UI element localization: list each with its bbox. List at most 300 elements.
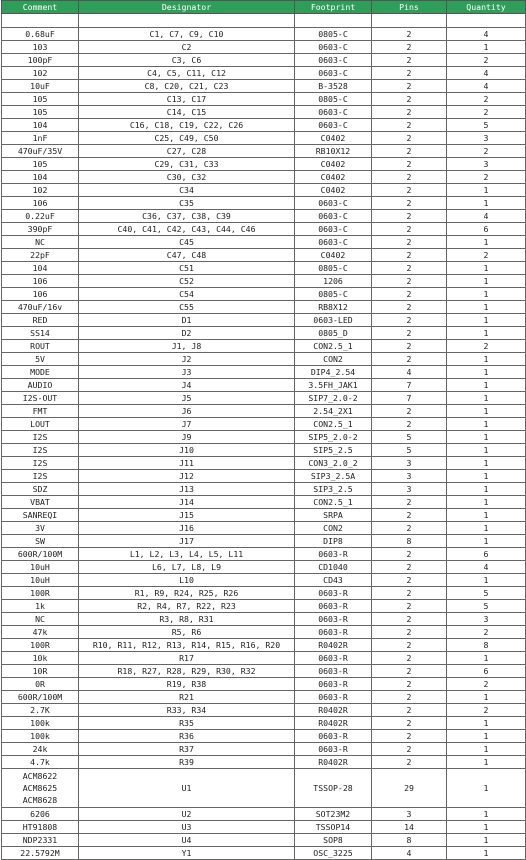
comment-cell: 5V: [2, 353, 79, 366]
table-body: [2, 14, 526, 860]
pins-cell: 8: [372, 834, 447, 847]
designator-cell: R21: [79, 691, 295, 704]
designator-cell: C29, C31, C33: [79, 158, 295, 171]
quantity-cell: 1: [447, 769, 526, 808]
table-row: [2, 769, 526, 808]
designator-cell: J9: [79, 431, 295, 444]
designator-cell: D1: [79, 314, 295, 327]
comment-cell: LOUT: [2, 418, 79, 431]
pins-cell: 2: [372, 613, 447, 626]
table-row: [2, 756, 526, 769]
comment-cell: 100pF: [2, 54, 79, 67]
designator-cell: R17: [79, 652, 295, 665]
pins-cell: 2: [372, 249, 447, 262]
comment-cell: 104: [2, 171, 79, 184]
designator-cell: C40, C41, C42, C43, C44, C46: [79, 223, 295, 236]
footprint-cell: 3.5FH_JAK1: [295, 379, 372, 392]
pins-cell: 2: [372, 54, 447, 67]
table-row: [2, 132, 526, 145]
comment-cell: SANREQI: [2, 509, 79, 522]
table-row: [2, 418, 526, 431]
quantity-cell: 2: [447, 93, 526, 106]
designator-cell: J14: [79, 496, 295, 509]
quantity-cell: 2: [447, 145, 526, 158]
pins-cell: 3: [372, 483, 447, 496]
comment-cell: 100k: [2, 730, 79, 743]
table-row: [2, 743, 526, 756]
table-row: [2, 587, 526, 600]
quantity-cell: 1: [447, 522, 526, 535]
col-comment: Comment: [2, 1, 79, 14]
designator-cell: U1: [79, 769, 295, 808]
comment-cell: [2, 14, 79, 28]
designator-cell: C25, C49, C50: [79, 132, 295, 145]
footprint-cell: CON2: [295, 522, 372, 535]
pins-cell: 2: [372, 119, 447, 132]
comment-cell: 100R: [2, 587, 79, 600]
quantity-cell: 1: [447, 405, 526, 418]
designator-cell: R10, R11, R12, R13, R14, R15, R16, R20: [79, 639, 295, 652]
comment-cell: AUDIO: [2, 379, 79, 392]
comment-cell: VBAT: [2, 496, 79, 509]
table-row: [2, 509, 526, 522]
table-row: [2, 678, 526, 691]
designator-cell: U3: [79, 821, 295, 834]
footprint-cell: CD1040: [295, 561, 372, 574]
designator-cell: C45: [79, 236, 295, 249]
quantity-cell: 1: [447, 535, 526, 548]
footprint-cell: 0603-C: [295, 67, 372, 80]
quantity-cell: 1: [447, 431, 526, 444]
footprint-cell: 2.54_2X1: [295, 405, 372, 418]
designator-cell: L6, L7, L8, L9: [79, 561, 295, 574]
quantity-cell: 1: [447, 509, 526, 522]
pins-cell: 2: [372, 704, 447, 717]
pins-cell: 3: [372, 470, 447, 483]
designator-cell: J10: [79, 444, 295, 457]
footprint-cell: 0603-C: [295, 223, 372, 236]
pins-cell: 2: [372, 223, 447, 236]
footprint-cell: C0402: [295, 158, 372, 171]
quantity-cell: 1: [447, 288, 526, 301]
pins-cell: 2: [372, 717, 447, 730]
designator-cell: J15: [79, 509, 295, 522]
table-row: [2, 652, 526, 665]
comment-cell: 106: [2, 197, 79, 210]
designator-cell: C54: [79, 288, 295, 301]
table-row: [2, 405, 526, 418]
pins-cell: 2: [372, 67, 447, 80]
table-row: [2, 353, 526, 366]
comment-cell: 0.22uF: [2, 210, 79, 223]
pins-cell: 2: [372, 158, 447, 171]
footprint-cell: 0603-R: [295, 652, 372, 665]
quantity-cell: 1: [447, 379, 526, 392]
comment-cell: HT91808: [2, 821, 79, 834]
pins-cell: 14: [372, 821, 447, 834]
comment-cell: SS14: [2, 327, 79, 340]
quantity-cell: 1: [447, 821, 526, 834]
bom-table: [1, 0, 526, 860]
quantity-cell: 1: [447, 275, 526, 288]
pins-cell: 2: [372, 522, 447, 535]
table-row: [2, 197, 526, 210]
footprint-cell: CON2.5_1: [295, 496, 372, 509]
designator-cell: C34: [79, 184, 295, 197]
designator-cell: D2: [79, 327, 295, 340]
comment-cell: NDP2331: [2, 834, 79, 847]
designator-cell: Y1: [79, 847, 295, 860]
designator-cell: [79, 14, 295, 28]
designator-cell: J3: [79, 366, 295, 379]
pins-cell: 7: [372, 379, 447, 392]
footprint-cell: 0603-C: [295, 54, 372, 67]
table-row: [2, 821, 526, 834]
comment-cell: MODE: [2, 366, 79, 379]
designator-cell: R3, R8, R31: [79, 613, 295, 626]
pins-cell: 2: [372, 132, 447, 145]
designator-cell: C52: [79, 275, 295, 288]
pins-cell: 8: [372, 535, 447, 548]
comment-cell: 3V: [2, 522, 79, 535]
designator-cell: C3, C6: [79, 54, 295, 67]
quantity-cell: 1: [447, 366, 526, 379]
pins-cell: 29: [372, 769, 447, 808]
footprint-cell: SIP5_2.0-2: [295, 431, 372, 444]
comment-cell: SDZ: [2, 483, 79, 496]
comment-cell: SW: [2, 535, 79, 548]
designator-cell: L1, L2, L3, L4, L5, L11: [79, 548, 295, 561]
comment-cell: 100R: [2, 639, 79, 652]
designator-cell: J17: [79, 535, 295, 548]
pins-cell: 2: [372, 626, 447, 639]
designator-cell: C13, C17: [79, 93, 295, 106]
pins-cell: 2: [372, 691, 447, 704]
pins-cell: 2: [372, 756, 447, 769]
table-row: [2, 847, 526, 860]
footprint-cell: R0402R: [295, 704, 372, 717]
table-row: [2, 691, 526, 704]
table-row: [2, 288, 526, 301]
table-row: [2, 574, 526, 587]
designator-cell: J13: [79, 483, 295, 496]
quantity-cell: 2: [447, 249, 526, 262]
footprint-cell: RB10X12: [295, 145, 372, 158]
pins-cell: 2: [372, 652, 447, 665]
designator-cell: C4, C5, C11, C12: [79, 67, 295, 80]
table-row: [2, 236, 526, 249]
table-row: [2, 522, 526, 535]
quantity-cell: 1: [447, 847, 526, 860]
quantity-cell: 2: [447, 340, 526, 353]
designator-cell: J11: [79, 457, 295, 470]
designator-cell: J5: [79, 392, 295, 405]
pins-cell: 2: [372, 210, 447, 223]
designator-cell: R37: [79, 743, 295, 756]
designator-cell: U4: [79, 834, 295, 847]
designator-cell: C2: [79, 41, 295, 54]
comment-cell: 10uH: [2, 574, 79, 587]
quantity-cell: 1: [447, 262, 526, 275]
quantity-cell: 1: [447, 483, 526, 496]
footprint-cell: CON2.5_1: [295, 418, 372, 431]
table-row: [2, 665, 526, 678]
footprint-cell: R0402R: [295, 756, 372, 769]
footprint-cell: 0603-LED: [295, 314, 372, 327]
footprint-cell: 0603-R: [295, 665, 372, 678]
comment-cell: 6206: [2, 808, 79, 821]
footprint-cell: SIP5_2.5: [295, 444, 372, 457]
quantity-cell: 1: [447, 808, 526, 821]
comment-cell: 105: [2, 106, 79, 119]
footprint-cell: 0603-C: [295, 197, 372, 210]
header-row: [2, 1, 526, 14]
table-row: [2, 262, 526, 275]
pins-cell: 2: [372, 275, 447, 288]
comment-cell: 22pF: [2, 249, 79, 262]
pins-cell: 4: [372, 847, 447, 860]
quantity-cell: 4: [447, 561, 526, 574]
pins-cell: 2: [372, 353, 447, 366]
footprint-cell: 0603-C: [295, 210, 372, 223]
pins-cell: 2: [372, 418, 447, 431]
pins-cell: 3: [372, 808, 447, 821]
table-row: [2, 93, 526, 106]
comment-cell: 2.7K: [2, 704, 79, 717]
pins-cell: 2: [372, 184, 447, 197]
pins-cell: 2: [372, 548, 447, 561]
comment-cell: 105: [2, 93, 79, 106]
pins-cell: 2: [372, 730, 447, 743]
table-row: [2, 171, 526, 184]
designator-cell: R33, R34: [79, 704, 295, 717]
quantity-cell: 2: [447, 678, 526, 691]
footprint-cell: CD43: [295, 574, 372, 587]
quantity-cell: 6: [447, 665, 526, 678]
designator-cell: R36: [79, 730, 295, 743]
comment-cell: 470uF/16v: [2, 301, 79, 314]
quantity-cell: 2: [447, 626, 526, 639]
table-row: [2, 483, 526, 496]
pins-cell: 2: [372, 106, 447, 119]
footprint-cell: B-3528: [295, 80, 372, 93]
quantity-cell: 1: [447, 41, 526, 54]
comment-cell: I2S: [2, 457, 79, 470]
designator-cell: C51: [79, 262, 295, 275]
comment-cell: I2S: [2, 444, 79, 457]
comment-cell: ROUT: [2, 340, 79, 353]
table-row: [2, 808, 526, 821]
pins-cell: 2: [372, 93, 447, 106]
comment-cell: NC: [2, 236, 79, 249]
table-row: [2, 210, 526, 223]
comment-cell: RED: [2, 314, 79, 327]
table-row: [2, 444, 526, 457]
designator-cell: R5, R6: [79, 626, 295, 639]
footprint-cell: 0603-C: [295, 236, 372, 249]
footprint-cell: 0805-C: [295, 288, 372, 301]
table-row: [2, 431, 526, 444]
quantity-cell: 3: [447, 132, 526, 145]
col-designator: Designator: [79, 1, 295, 14]
comment-cell: NC: [2, 613, 79, 626]
pins-cell: 2: [372, 340, 447, 353]
designator-cell: R19, R38: [79, 678, 295, 691]
designator-cell: C1, C7, C9, C10: [79, 28, 295, 41]
table-row: [2, 223, 526, 236]
comment-cell: 10k: [2, 652, 79, 665]
comment-cell: FMT: [2, 405, 79, 418]
quantity-cell: 2: [447, 171, 526, 184]
quantity-cell: 1: [447, 574, 526, 587]
quantity-cell: 2: [447, 54, 526, 67]
quantity-cell: 2: [447, 106, 526, 119]
comment-cell: 100k: [2, 717, 79, 730]
quantity-cell: 1: [447, 184, 526, 197]
footprint-cell: 0603-R: [295, 600, 372, 613]
pins-cell: 4: [372, 366, 447, 379]
table-row: [2, 834, 526, 847]
pins-cell: 2: [372, 665, 447, 678]
pins-cell: 2: [372, 288, 447, 301]
pins-cell: 2: [372, 743, 447, 756]
designator-cell: J7: [79, 418, 295, 431]
table-row: [2, 249, 526, 262]
table-row: [2, 470, 526, 483]
footprint-cell: 0603-R: [295, 730, 372, 743]
pins-cell: 2: [372, 600, 447, 613]
table-row: [2, 67, 526, 80]
quantity-cell: 4: [447, 80, 526, 93]
pins-cell: 2: [372, 80, 447, 93]
footprint-cell: CON2: [295, 353, 372, 366]
comment-cell: 102: [2, 67, 79, 80]
designator-cell: R2, R4, R7, R22, R23: [79, 600, 295, 613]
comment-cell: 0R: [2, 678, 79, 691]
table-row: [2, 704, 526, 717]
comment-cell: 104: [2, 262, 79, 275]
table-row: [2, 184, 526, 197]
comment-cell: I2S-OUT: [2, 392, 79, 405]
footprint-cell: SIP3_2.5: [295, 483, 372, 496]
pins-cell: 2: [372, 145, 447, 158]
designator-cell: C55: [79, 301, 295, 314]
table-row: [2, 80, 526, 93]
footprint-cell: 0603-C: [295, 41, 372, 54]
pins-cell: 2: [372, 405, 447, 418]
table-row: [2, 379, 526, 392]
designator-cell: L10: [79, 574, 295, 587]
designator-cell: J2: [79, 353, 295, 366]
table-row: [2, 275, 526, 288]
footprint-cell: CON2.5_1: [295, 340, 372, 353]
table-row: [2, 158, 526, 171]
pins-cell: 2: [372, 301, 447, 314]
pins-cell: 2: [372, 171, 447, 184]
pins-cell: 2: [372, 678, 447, 691]
table-row: [2, 548, 526, 561]
footprint-cell: 0603-R: [295, 626, 372, 639]
designator-cell: R39: [79, 756, 295, 769]
comment-cell: 10uH: [2, 561, 79, 574]
pins-cell: 2: [372, 327, 447, 340]
comment-cell: 10R: [2, 665, 79, 678]
table-row: [2, 392, 526, 405]
designator-cell: C47, C48: [79, 249, 295, 262]
pins-cell: 2: [372, 509, 447, 522]
quantity-cell: 1: [447, 496, 526, 509]
table-row: [2, 717, 526, 730]
quantity-cell: 3: [447, 613, 526, 626]
footprint-cell: 0603-R: [295, 678, 372, 691]
designator-cell: R35: [79, 717, 295, 730]
footprint-cell: DIP8: [295, 535, 372, 548]
footprint-cell: SIP7_2.0-2: [295, 392, 372, 405]
table-row: [2, 613, 526, 626]
footprint-cell: SOT23M2: [295, 808, 372, 821]
designator-cell: J4: [79, 379, 295, 392]
quantity-cell: 1: [447, 418, 526, 431]
comment-cell: 102: [2, 184, 79, 197]
footprint-cell: TSSOP-28: [295, 769, 372, 808]
comment-cell: 106: [2, 275, 79, 288]
comment-cell: 0.68uF: [2, 28, 79, 41]
designator-cell: C16, C18, C19, C22, C26: [79, 119, 295, 132]
comment-cell: 4.7k: [2, 756, 79, 769]
footprint-cell: C0402: [295, 132, 372, 145]
quantity-cell: 1: [447, 236, 526, 249]
quantity-cell: 1: [447, 652, 526, 665]
quantity-cell: 2: [447, 704, 526, 717]
pins-cell: 2: [372, 41, 447, 54]
designator-cell: C35: [79, 197, 295, 210]
comment-cell: I2S: [2, 431, 79, 444]
footprint-cell: 0603-R: [295, 691, 372, 704]
comment-cell: 1nF: [2, 132, 79, 145]
quantity-cell: 1: [447, 756, 526, 769]
table-row: [2, 301, 526, 314]
comment-cell: 600R/100M: [2, 691, 79, 704]
table-row: [2, 14, 526, 28]
footprint-cell: RB8X12: [295, 301, 372, 314]
designator-cell: C27, C28: [79, 145, 295, 158]
comment-cell: 24k: [2, 743, 79, 756]
quantity-cell: 1: [447, 730, 526, 743]
pins-cell: 2: [372, 262, 447, 275]
designator-cell: R1, R9, R24, R25, R26: [79, 587, 295, 600]
designator-cell: C30, C32: [79, 171, 295, 184]
quantity-cell: 1: [447, 444, 526, 457]
pins-cell: 5: [372, 444, 447, 457]
table-row: [2, 145, 526, 158]
designator-cell: J12: [79, 470, 295, 483]
table-row: [2, 41, 526, 54]
quantity-cell: 1: [447, 197, 526, 210]
designator-cell: J16: [79, 522, 295, 535]
designator-cell: U2: [79, 808, 295, 821]
comment-cell: 22.5792M: [2, 847, 79, 860]
footprint-cell: C0402: [295, 184, 372, 197]
pins-cell: 2: [372, 236, 447, 249]
footprint-cell: R0402R: [295, 639, 372, 652]
table-row: [2, 119, 526, 132]
designator-cell: J6: [79, 405, 295, 418]
comment-cell: 104: [2, 119, 79, 132]
col-footprint: Footprint: [295, 1, 372, 14]
pins-cell: 2: [372, 28, 447, 41]
footprint-cell: SRPA: [295, 509, 372, 522]
table-row: [2, 106, 526, 119]
